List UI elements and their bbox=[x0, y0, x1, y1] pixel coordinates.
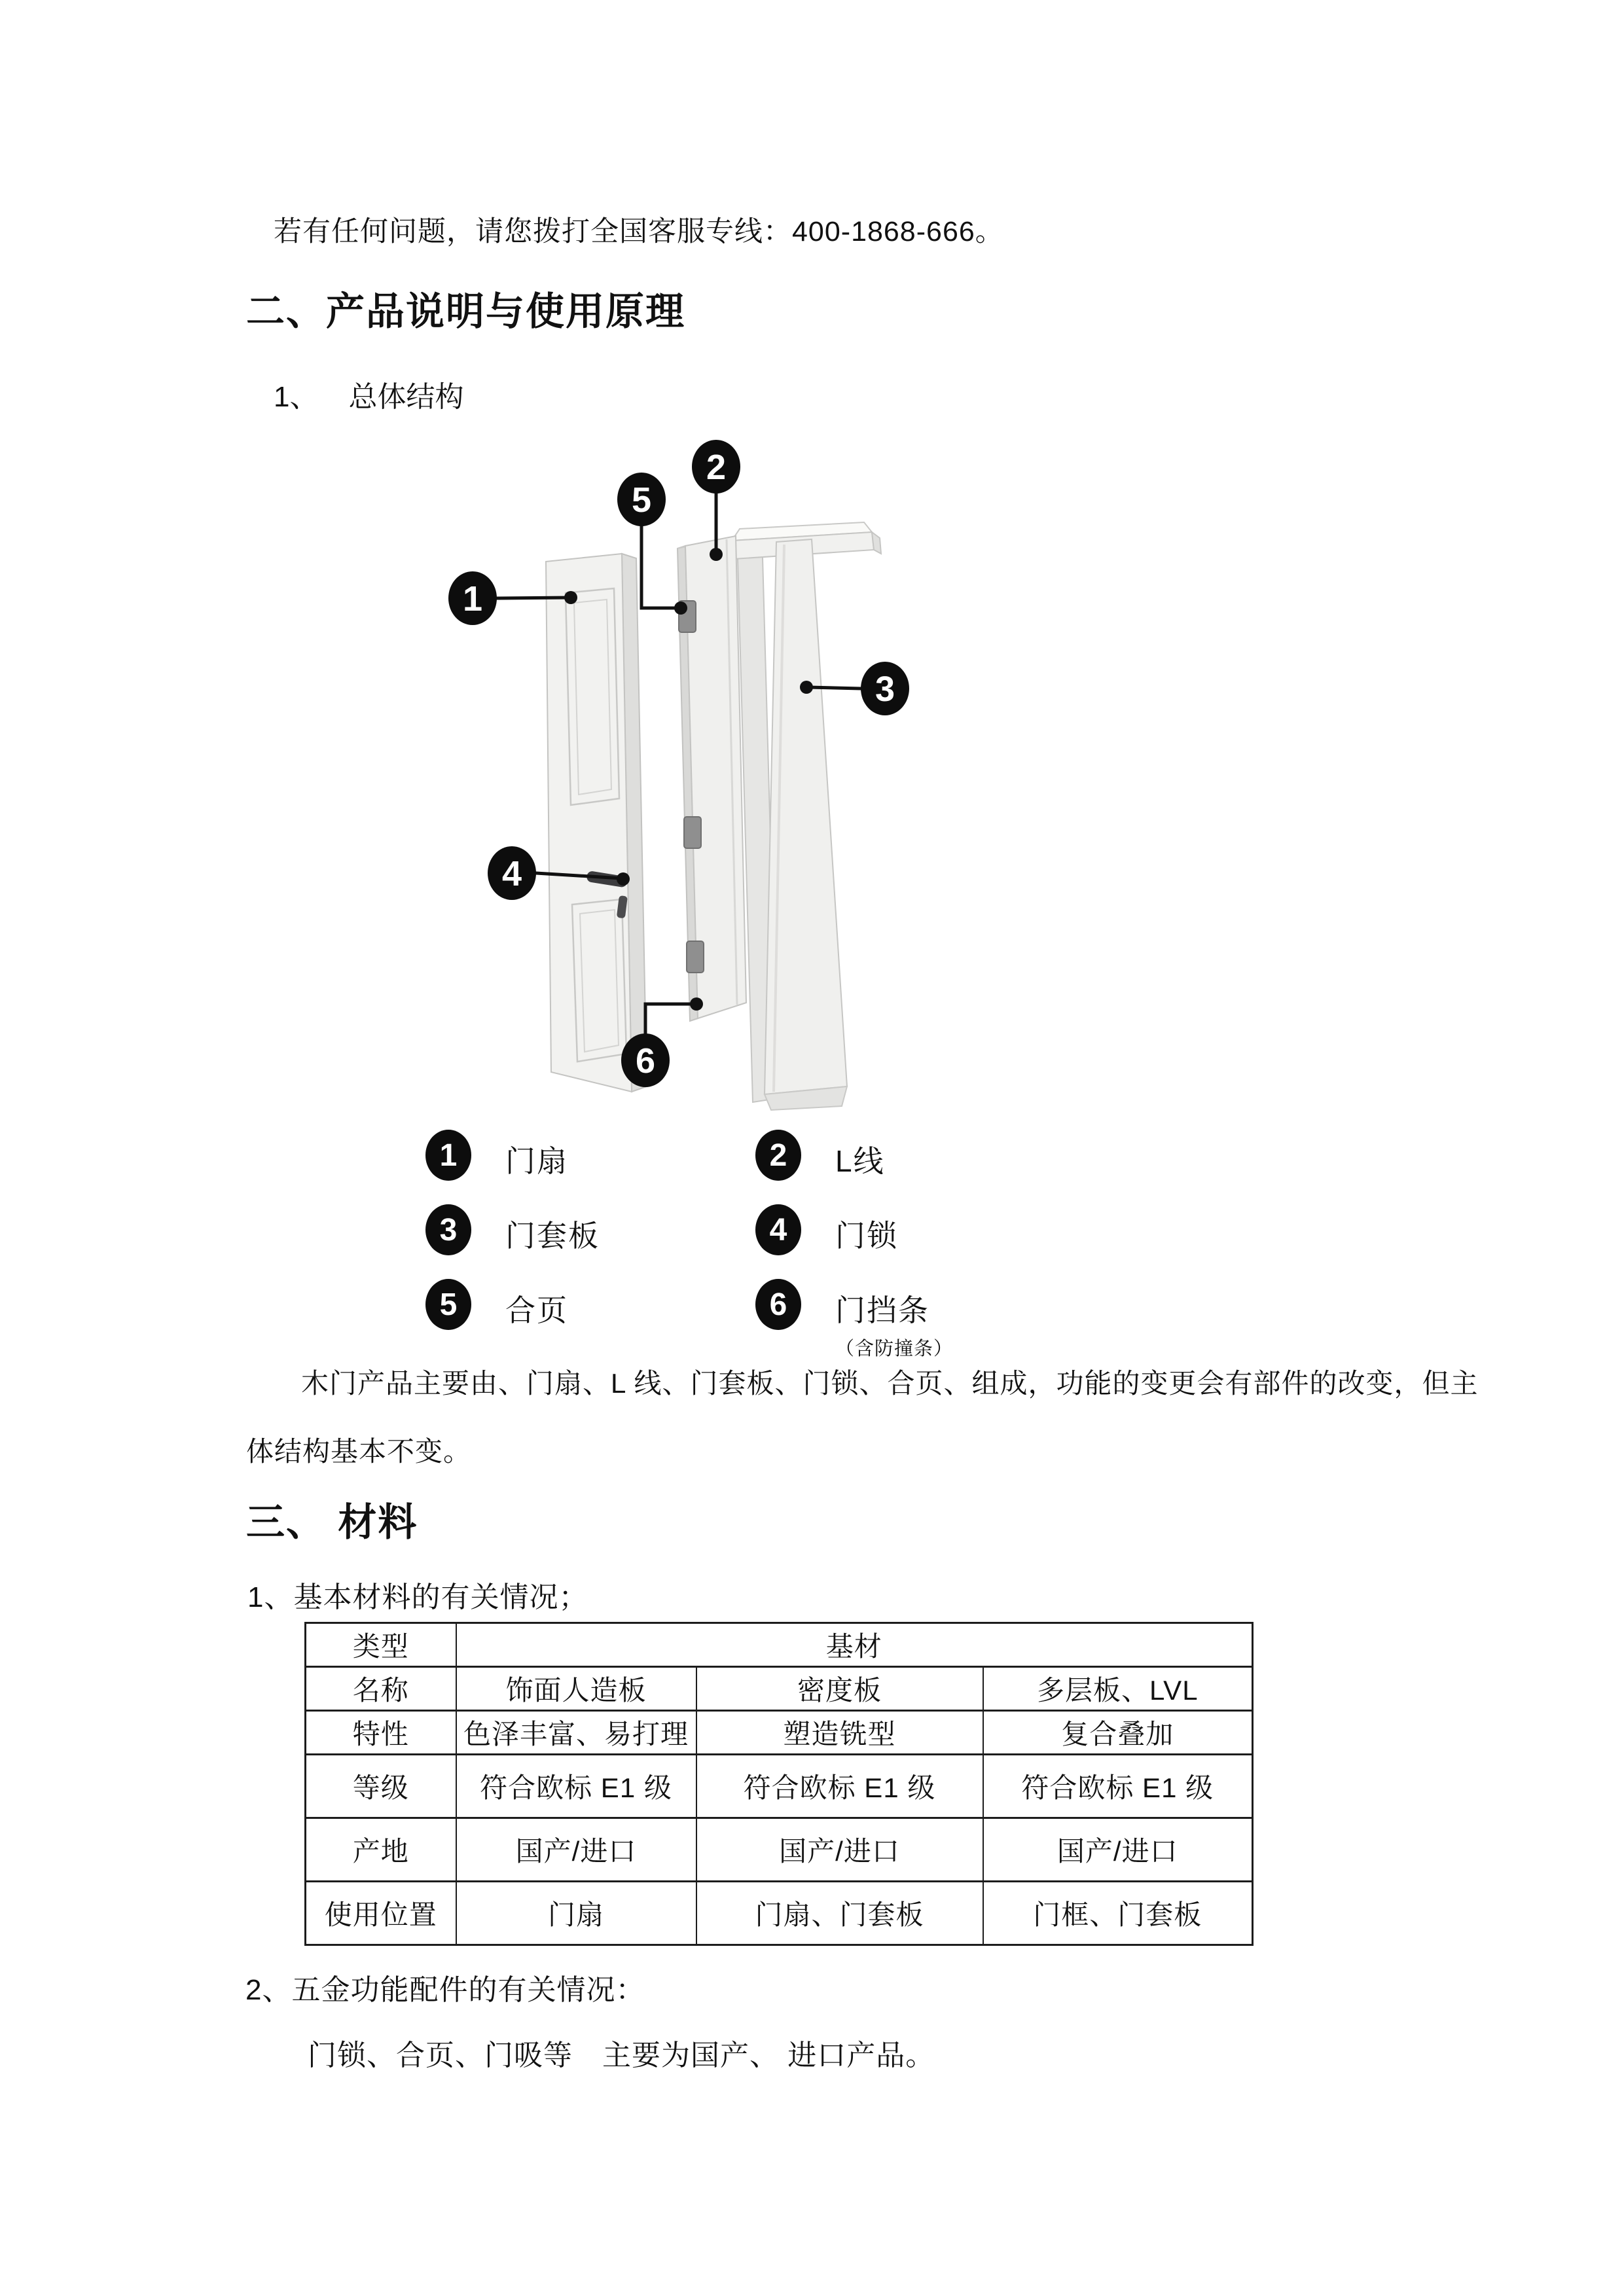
legend-number-badge: 5 bbox=[425, 1279, 471, 1330]
door-front bbox=[546, 554, 632, 1092]
door-frame bbox=[732, 522, 881, 1110]
frame-right-leg bbox=[765, 539, 847, 1094]
legend-item-l-line bbox=[755, 1130, 885, 1181]
intro-text: 若有任何问题，请您拨打全国客服专线：400-1868-666。 bbox=[274, 216, 1004, 247]
legend-label: 门挡条 bbox=[835, 1293, 929, 1327]
legend-label: L线 bbox=[835, 1144, 885, 1178]
legend-item-frame-board bbox=[425, 1204, 600, 1255]
table-row bbox=[306, 1818, 1253, 1882]
callout-number: 3 bbox=[875, 670, 895, 709]
table-header-base-material: 基材 bbox=[456, 1623, 1253, 1667]
table-cell: 饰面人造板 bbox=[456, 1667, 696, 1711]
door-leaf bbox=[546, 554, 647, 1092]
legend-number-badge: 2 bbox=[755, 1130, 801, 1181]
hinge-icon bbox=[687, 941, 704, 973]
callout-number: 4 bbox=[501, 854, 522, 893]
table-row bbox=[306, 1667, 1253, 1711]
table-cell: 复合叠加 bbox=[983, 1711, 1253, 1755]
table-cell: 密度板 bbox=[696, 1667, 983, 1711]
table-row bbox=[306, 1882, 1253, 1945]
hardware-note: 门锁、合页、门吸等 主要为国产、 进口产品。 bbox=[308, 2039, 935, 2072]
row-label: 等级 bbox=[306, 1755, 456, 1818]
materials-table bbox=[304, 1622, 1254, 1946]
table-cell: 国产/进口 bbox=[456, 1818, 696, 1882]
legend-item-lock bbox=[755, 1204, 898, 1255]
row-label: 产地 bbox=[306, 1818, 456, 1882]
table-cell: 符合欧标 E1 级 bbox=[696, 1755, 983, 1818]
table-row bbox=[306, 1623, 1253, 1667]
paragraph-line: 木门产品主要由、门扇、L 线、门套板、门锁、合页、组成，功能的变更会有部件的改变，但主 bbox=[301, 1368, 1479, 1399]
row-label: 使用位置 bbox=[306, 1882, 456, 1945]
legend-number-badge: 1 bbox=[425, 1130, 471, 1181]
table-cell: 门框、门套板 bbox=[983, 1882, 1253, 1945]
legend-label: 门锁 bbox=[835, 1219, 898, 1253]
table-row bbox=[306, 1755, 1253, 1818]
table-cell: 符合欧标 E1 级 bbox=[456, 1755, 696, 1818]
callout-number: 5 bbox=[631, 480, 652, 520]
legend-item-hinge bbox=[425, 1279, 568, 1330]
section3-heading: 三、 材料 bbox=[246, 1501, 418, 1544]
row-label: 特性 bbox=[306, 1711, 456, 1755]
legend-item-stop-strip bbox=[755, 1279, 953, 1361]
legend-number-badge: 6 bbox=[755, 1279, 801, 1330]
callout-number: 1 bbox=[462, 579, 483, 619]
table-cell: 符合欧标 E1 级 bbox=[983, 1755, 1253, 1818]
legend-label: 合页 bbox=[505, 1293, 568, 1327]
subheading-title: 总体结构 bbox=[348, 381, 464, 413]
hinge-jamb bbox=[677, 536, 746, 1021]
subheading-number: 1、 bbox=[274, 381, 319, 413]
callout-number: 2 bbox=[706, 448, 727, 487]
table-cell: 色泽丰富、易打理 bbox=[456, 1711, 696, 1755]
table-cell: 国产/进口 bbox=[983, 1818, 1253, 1882]
legend-number-badge: 3 bbox=[425, 1204, 471, 1255]
table-row bbox=[306, 1711, 1253, 1755]
table-cell: 门扇 bbox=[456, 1882, 696, 1945]
legend-sublabel: （含防撞条） bbox=[835, 1338, 954, 1359]
table-header-type: 类型 bbox=[306, 1623, 456, 1667]
row-label: 名称 bbox=[306, 1667, 456, 1711]
door-structure-diagram bbox=[406, 419, 1191, 1152]
table-cell: 门扇、门套板 bbox=[696, 1882, 983, 1945]
legend-label: 门套板 bbox=[505, 1219, 600, 1253]
legend-label: 门扇 bbox=[505, 1144, 568, 1178]
legend-number-badge: 4 bbox=[755, 1204, 801, 1255]
callout-number: 6 bbox=[635, 1041, 656, 1081]
section2-heading: 二、产品说明与使用原理 bbox=[246, 290, 686, 333]
section3-item-hardware: 2、五金功能配件的有关情况： bbox=[245, 1974, 645, 2006]
hinge-icon bbox=[684, 817, 701, 848]
paragraph-line: 体结构基本不变。 bbox=[246, 1436, 472, 1467]
table-cell: 国产/进口 bbox=[696, 1818, 983, 1882]
section3-item-basic-materials: 1、基本材料的有关情况； bbox=[247, 1581, 588, 1613]
structure-paragraph bbox=[246, 1350, 1509, 1486]
section2-subheading bbox=[274, 373, 463, 415]
legend-item-door-leaf bbox=[425, 1130, 568, 1181]
table-cell: 塑造铣型 bbox=[696, 1711, 983, 1755]
table-cell: 多层板、LVL bbox=[983, 1667, 1253, 1711]
